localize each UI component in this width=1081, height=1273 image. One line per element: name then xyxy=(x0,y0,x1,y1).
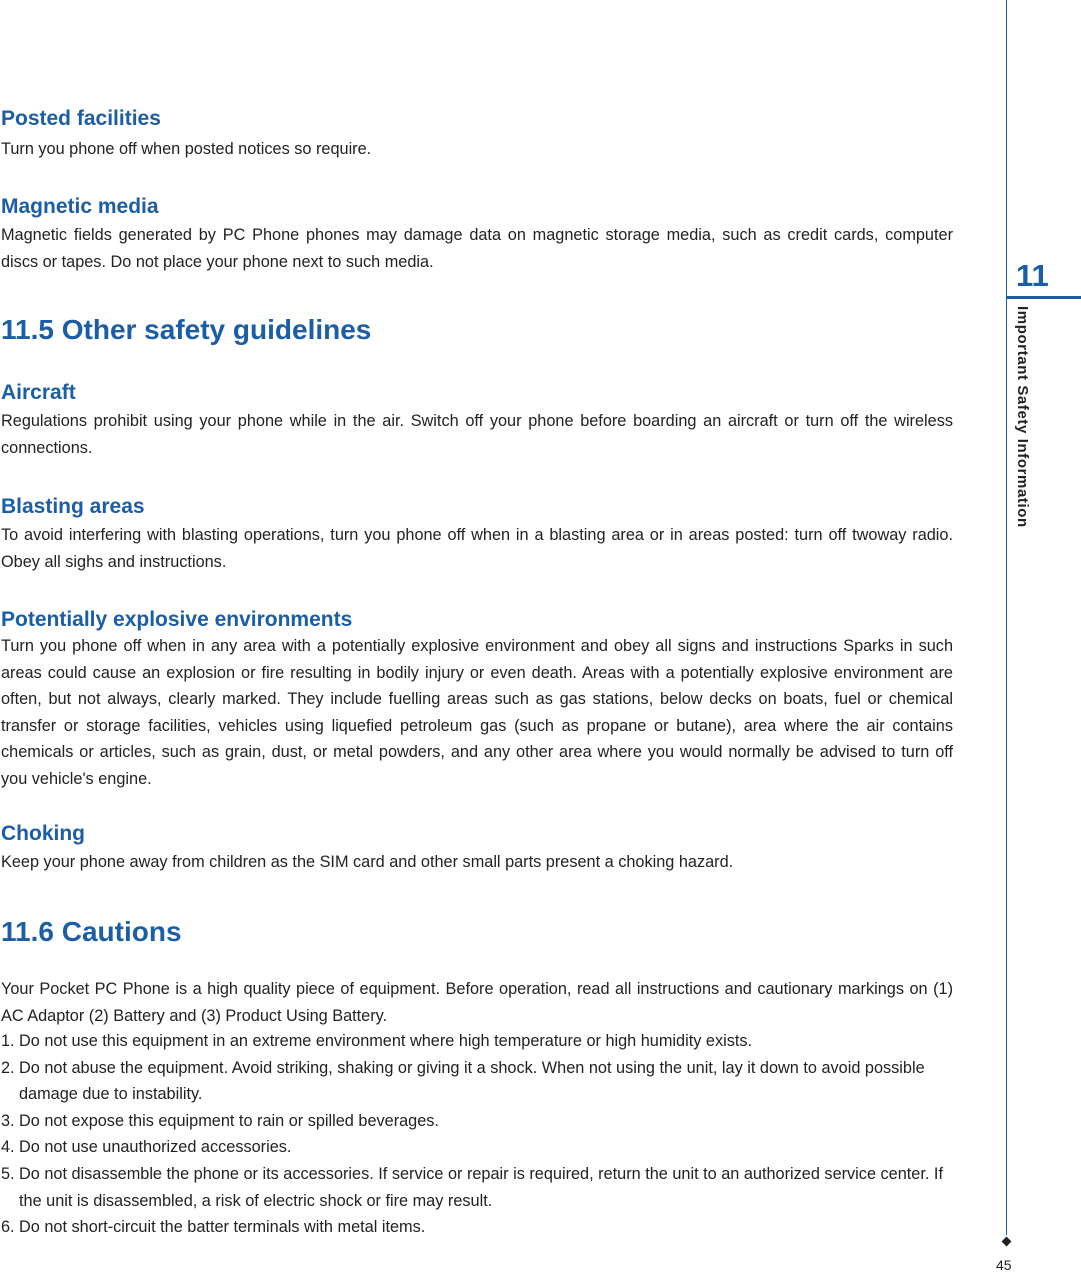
heading-blasting-areas: Blasting areas xyxy=(1,495,145,518)
list-item xyxy=(1,1108,953,1135)
paragraph-aircraft: Regulations prohibit using your phone while in the air. Switch off your phone before boarding an aircraft or turn off the wireless connections. xyxy=(1,412,953,457)
list-number: 5. xyxy=(1,1164,15,1183)
list-text: Do not expose this equipment to rain or spilled beverages. xyxy=(19,1111,439,1130)
sidebar-divider xyxy=(1006,0,1007,1235)
list-item xyxy=(1,1028,953,1055)
heading-posted-facilities: Posted facilities xyxy=(1,107,161,130)
heading-explosive-environments: Potentially explosive environments xyxy=(1,608,353,631)
heading-aircraft: Aircraft xyxy=(1,381,76,404)
list-item xyxy=(1,1134,953,1161)
list-text: Do not short-circuit the batter terminals with metal items. xyxy=(19,1218,426,1237)
diamond-icon xyxy=(1002,1237,1012,1247)
list-number: 6. xyxy=(1,1218,15,1237)
paragraph-magnetic-media: Magnetic fields generated by PC Phone phones may damage data on magnetic storage media, such as credit cards, computer discs or tapes. Do not place your phone next to such media. xyxy=(1,226,953,271)
list-text: Do not abuse the equipment. Avoid striking, shaking or giving it a shock. When not using the unit, lay it down to avoid possible damage due to instability. xyxy=(19,1058,925,1104)
list-number: 1. xyxy=(1,1032,15,1050)
paragraph-choking: Keep your phone away from children as the SIM card and other small parts present a choking hazard. xyxy=(1,853,734,871)
list-text: Do not use this equipment in an extreme environment where high temperature or high humidity exists. xyxy=(19,1032,753,1050)
section-title-11-6: 11.6 Cautions xyxy=(1,916,182,947)
heading-choking: Choking xyxy=(1,822,85,845)
list-item xyxy=(1,1161,953,1214)
list-text: Do not disassemble the phone or its accessories. If service or repair is required, return the unit to an authorized service center. If the unit is disassembled, a risk of electric shock or fire may result. xyxy=(19,1164,943,1210)
list-text: Do not use unauthorized accessories. xyxy=(19,1138,292,1157)
chapter-title: Important Safety Information xyxy=(1014,306,1031,528)
heading-magnetic-media: Magnetic media xyxy=(1,195,159,218)
paragraph-explosive-environments: Turn you phone off when in any area with a potentially explosive environment and obey all signs and instructions Sparks in such areas could cause an explosion or fire resulting in bodily injury or even death. Areas with a potentially explosive environment are often, but not always, clearly marked. They include fuelling areas such as gas stations, below decks on boats, fuel or chemical transfer or storage facilities, vehicles using liquefied petroleum gas (such as propane or butane), area where the air contains chemicals or articles, such as grain, dust, or metal powders, and any other area where you would normally be advised to turn off you vehicle's engine. xyxy=(1,637,953,788)
list-number: 3. xyxy=(1,1111,15,1130)
paragraph-posted-facilities: Turn you phone off when posted notices so require. xyxy=(1,140,372,158)
cautions-list xyxy=(1,1028,953,1241)
list-number: 2. xyxy=(1,1058,15,1077)
page-number: 45 xyxy=(996,1257,1012,1273)
chapter-number: 11 xyxy=(1016,258,1049,293)
paragraph-cautions-intro: Your Pocket PC Phone is a high quality piece of equipment. Before operation, read all instructions and cautionary markings on (1) AC Adaptor (2) Battery and (3) Product Using Battery. xyxy=(1,980,953,1025)
list-item xyxy=(1,1055,953,1108)
list-item xyxy=(1,1214,953,1241)
chapter-tab-line xyxy=(1006,296,1081,299)
paragraph-blasting-areas: To avoid interfering with blasting operations, turn you phone off when in a blasting area or in areas posted: turn off twoway radio. Obey all sighs and instructions. xyxy=(1,526,953,571)
list-number: 4. xyxy=(1,1138,15,1157)
section-title-11-5: 11.5 Other safety guidelines xyxy=(1,314,372,345)
